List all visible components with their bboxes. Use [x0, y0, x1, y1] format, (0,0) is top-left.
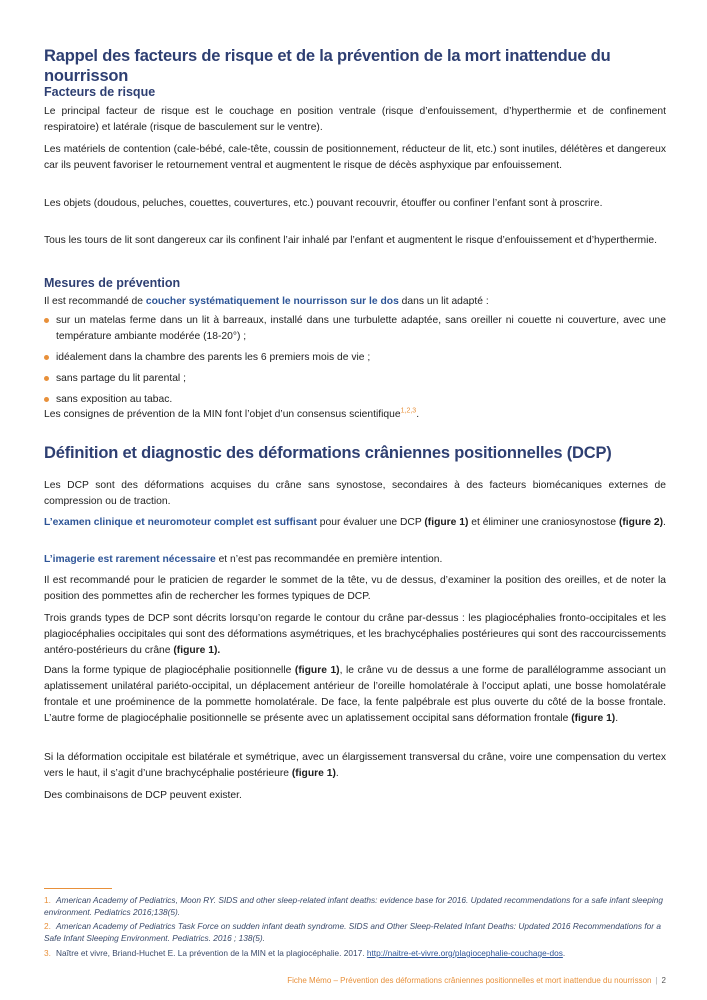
intro-text: Il est recommandé de: [44, 296, 146, 307]
footnote-text: American Academy of Pediatrics Task Force on sudden infant death syndrome. SIDS and Other Sleep-Related Infant Deaths: Updated 2016 Recommendations for a Safe Infant Sleeping Environment. Pediatrics. 2016 ; 138(5).: [44, 921, 661, 943]
paragraph-text: Il est recommandé pour le praticien de regarder le sommet de la tête, vu de dessus, d’examiner la position des oreilles, et de noter la position des pommettes afin de rechercher les formes typiques de DCP.: [44, 575, 666, 602]
paragraph-text: Les DCP sont des déformations acquises du crâne sans synostose, secondaires à des facteurs biomécaniques externes de compression ou de traction.: [44, 480, 666, 507]
footnote-refs[interactable]: 1,2,3: [400, 407, 417, 415]
exam-highlight: L’examen clinique et neuromoteur complet est suffisant: [44, 517, 317, 528]
prevention-intro: [44, 294, 666, 310]
footnote-number: 2.: [44, 921, 51, 931]
list-item-text: sans exposition au tabac.: [56, 394, 173, 405]
dcp-paragraph-3: [44, 552, 666, 568]
risk-paragraph-1: [44, 104, 666, 136]
risk-factors-heading: Facteurs de risque: [44, 85, 156, 99]
footnote-2: [44, 920, 666, 944]
footer-separator: |: [655, 976, 658, 985]
list-item: [44, 313, 666, 345]
dcp-paragraph-5: [44, 611, 666, 659]
dcp-paragraph-8: [44, 788, 666, 804]
imaging-highlight: L’imagerie est rarement nécessaire: [44, 554, 216, 565]
consensus-text: Les consignes de prévention de la MIN font l’objet d’un consensus scientifique: [44, 409, 401, 420]
footnote-1: [44, 894, 666, 918]
list-item: [44, 392, 666, 408]
intro-highlight: coucher systématiquement le nourrisson sur le dos: [145, 296, 399, 307]
risk-paragraph-3: [44, 196, 666, 212]
bullet-icon: [44, 355, 49, 360]
section1-title: Rappel des facteurs de risque et de la prévention de la mort inattendue du nourrisson: [44, 47, 611, 85]
figure-ref: (figure 1): [291, 768, 336, 779]
dcp-paragraph-6: [44, 663, 666, 727]
list-item-text: sans partage du lit parental ;: [56, 373, 186, 384]
prevention-list: [44, 313, 666, 413]
dcp-paragraph-7: [44, 750, 666, 782]
section2-title: Définition et diagnostic des déformations crâniennes positionnelles (DCP): [44, 444, 612, 462]
list-item-text: idéalement dans la chambre des parents les 6 premiers mois de vie ;: [56, 352, 371, 363]
bullet-icon: [44, 397, 49, 402]
paragraph-text: et éliminer une craniosynostose: [468, 517, 619, 528]
paragraph-text: Tous les tours de lit sont dangereux car ils confinent l’air inhalé par l’enfant et augmentent le risque d’enfouissement et d’hyperthermie.: [44, 235, 658, 246]
bullet-icon: [44, 318, 49, 323]
page-number: 2: [661, 976, 666, 985]
paragraph-text: Si la déformation occipitale est bilatérale et symétrique, avec un élargissement transversal du crâne, voire une compensation du vertex vers le haut, il s’agit d’une brachycéphalie postérieure: [44, 752, 666, 779]
dcp-paragraph-2: [44, 515, 666, 531]
list-item: [44, 371, 666, 387]
risk-paragraph-4: [44, 233, 666, 249]
page-footer: [44, 976, 666, 985]
consensus-paragraph: [44, 407, 666, 423]
figure-ref: (figure 2): [618, 517, 664, 528]
intro-text-end: dans un lit adapté :: [398, 296, 489, 307]
paragraph-text: Trois grands types de DCP sont décrits lorsqu’on regarde le contour du crâne par-dessus : les plagiocéphalies fronto-occipitales et les plagiocéphalies occipitales qui sont des déformations asymétriques, et les brachycéphalies postérieures qui sont des raccourcissements antéro-postérieurs du crâne: [44, 613, 666, 656]
footer-label: Fiche Mémo – Prévention des déformations crâniennes positionnelles et mort inattendue du nourrisson: [287, 976, 652, 985]
footnote-text: American Academy of Pediatrics, Moon RY. SIDS and other sleep-related infant deaths: evidence base for 2016. Updated recommendations for a safe infant sleeping environment. Pediatrics 2016;138(5).: [44, 895, 663, 917]
footnote-number: 3.: [44, 948, 51, 958]
list-item-text: sur un matelas ferme dans un lit à barreaux, installé dans une turbulette adaptée, sans oreiller ni couette ni couverture, avec une température ambiante modérée (18-20°) ;: [56, 315, 666, 342]
paragraph-text: Le principal facteur de risque est le couchage en position ventrale (risque d’enfouissement, d’hyperthermie et de confinement respiratoire) et latérale (risque de basculement sur le ventre).: [44, 106, 666, 133]
paragraph-text: Dans la forme typique de plagiocéphalie positionnelle: [44, 665, 295, 676]
footnote-text: Naître et vivre, Briand-Huchet E. La prévention de la MIN et la plagiocéphalie. 2017.: [56, 948, 367, 958]
paragraph-text: Les matériels de contention (cale-bébé, cale-tête, coussin de positionnement, réducteur de lit, etc.) sont inutiles, délétères et dangereux car ils peuvent favoriser le retournement ventral et augmentent le risque de décès asphyxique par enfouissement.: [44, 144, 666, 171]
footnote-link[interactable]: http://naitre-et-vivre.org/plagiocephalie-couchage-dos: [366, 948, 563, 958]
dcp-paragraph-1: [44, 478, 666, 510]
paragraph-text: Des combinaisons de DCP peuvent exister.: [44, 790, 242, 801]
dcp-paragraph-4: [44, 573, 666, 605]
paragraph-text: pour évaluer une DCP: [316, 517, 425, 528]
list-item: [44, 350, 666, 366]
risk-paragraph-2: [44, 142, 666, 174]
figure-ref: (figure 1): [424, 517, 469, 528]
consensus-end: .: [416, 409, 420, 420]
footnote-number: 1.: [44, 895, 51, 905]
paragraph-text: , le crâne vu de dessus a une forme de parallélogramme associant un aplatissement unilatéral pariéto-occipital, un déplacement antérieur de l’oreille homolatérale à l’occiput aplati, une bosse homolatérale frontale et une proéminence de la pommette homolatérale. De face, la fente palpébrale est plus ouverte du côté de la bosse frontale. L’autre forme de plagiocéphalie positionnelle se présente avec un aplatissement occipital sans déformation frontale: [44, 665, 666, 724]
bullet-icon: [44, 376, 49, 381]
paragraph-text: Les objets (doudous, peluches, couettes, couvertures, etc.) pouvant recouvrir, étouffer ou confiner l’enfant sont à proscrire.: [44, 198, 603, 209]
footnote-3: [44, 947, 666, 959]
figure-ref: (figure 1).: [173, 645, 221, 656]
footnote-end: .: [562, 948, 566, 958]
footnote-divider: [44, 888, 112, 889]
paragraph-end: .: [335, 768, 339, 779]
figure-ref: (figure 1): [571, 713, 616, 724]
paragraph-end: .: [615, 713, 619, 724]
paragraph-end: .: [663, 517, 666, 528]
figure-ref: (figure 1): [294, 665, 340, 676]
prevention-heading: Mesures de prévention: [44, 276, 181, 290]
paragraph-text: et n’est pas recommandée en première intention.: [215, 554, 443, 565]
